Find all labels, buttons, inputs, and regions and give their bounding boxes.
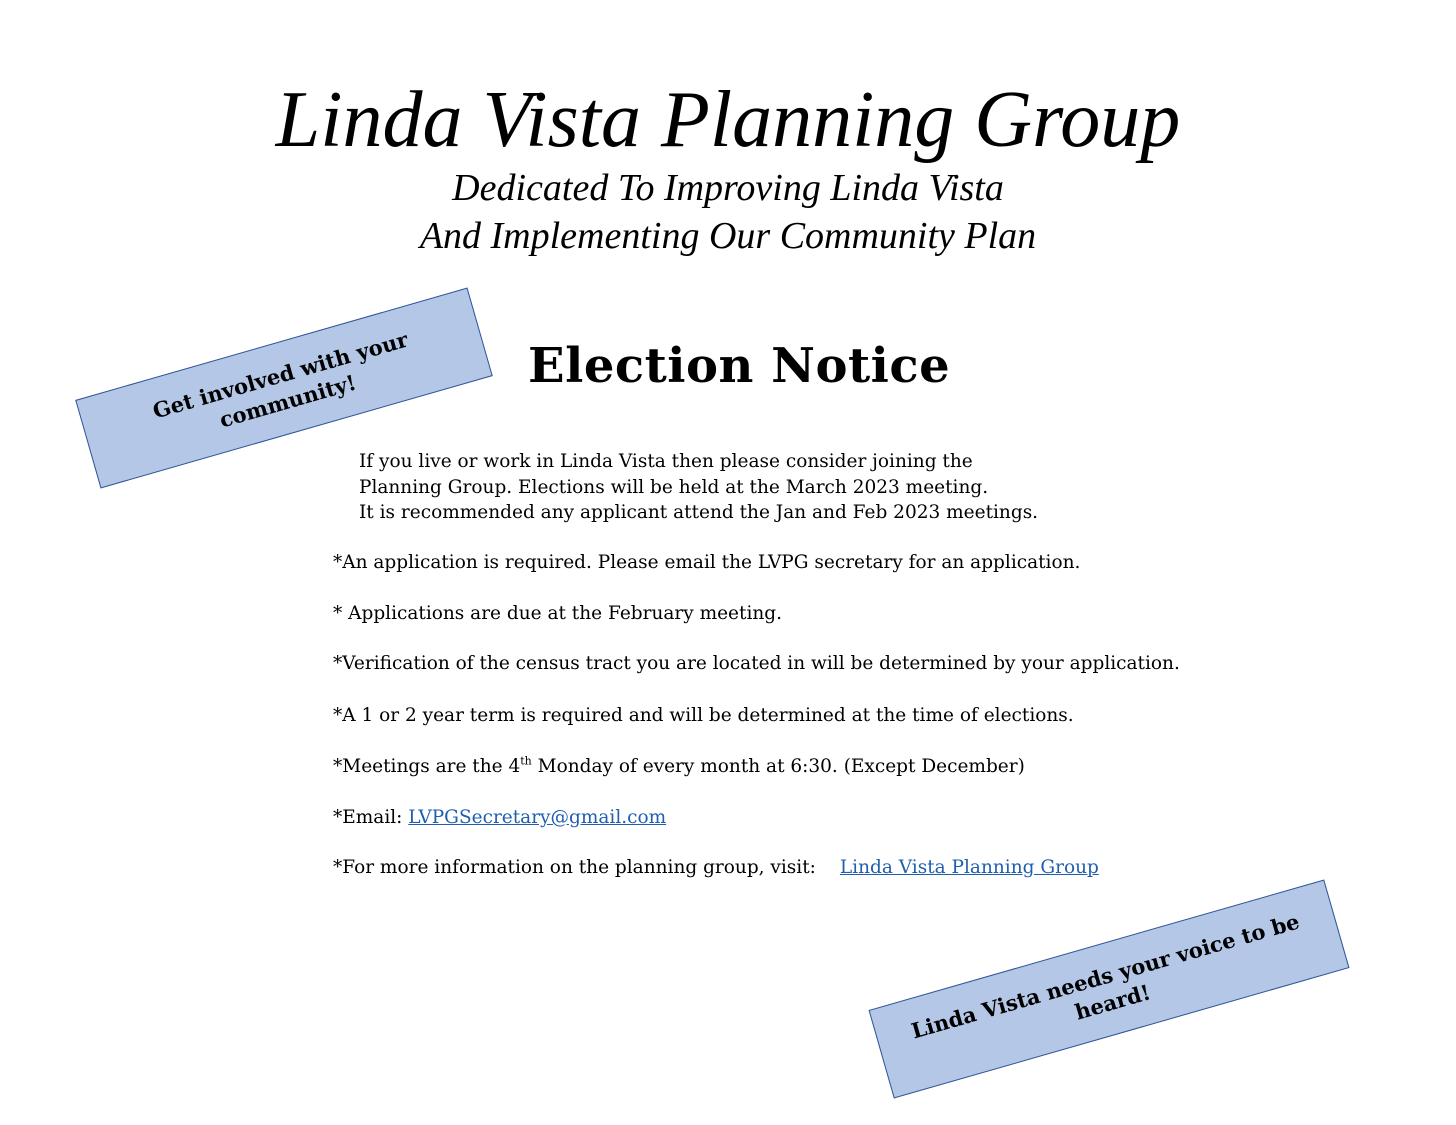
- more-info-label: *For more information on the planning group, visit:: [333, 857, 816, 878]
- email-link[interactable]: LVPGSecretary@gmail.com: [408, 807, 667, 828]
- email-label: *Email:: [333, 807, 409, 828]
- bullet-applications-due: * Applications are due at the February meeting.: [333, 603, 782, 624]
- meetings-suffix: Monday of every month at 6:30. (Except December): [531, 756, 1025, 777]
- page-title: Linda Vista Planning Group: [275, 76, 1181, 164]
- subtitle-line-1: Dedicated To Improving Linda Vista: [452, 167, 1004, 209]
- callout-voice-heard-text: Linda Vista needs your voice to be heard!: [908, 908, 1303, 1044]
- meetings-prefix: *Meetings are the 4: [333, 756, 521, 777]
- callout-voice-heard: [869, 879, 1350, 1098]
- intro-line-2: Planning Group. Elections will be held at the March 2023 meeting.: [359, 476, 989, 498]
- bullet-more-info: [333, 855, 1099, 881]
- bullet-term: *A 1 or 2 year term is required and will be determined at the time of elections.: [333, 705, 1074, 726]
- bullet-email: [333, 805, 666, 831]
- bullet-application-required: *An application is required. Please email the LVPG secretary for an application.: [333, 552, 1081, 573]
- election-notice-heading: Election Notice: [528, 338, 951, 394]
- meetings-ordinal-suffix: th: [520, 754, 532, 768]
- intro-paragraph: [359, 449, 1038, 526]
- callout-get-involved-text: Get involved with your community!: [149, 326, 411, 433]
- subtitle-line-2: And Implementing Our Community Plan: [419, 215, 1037, 257]
- planning-group-link[interactable]: Linda Vista Planning Group: [839, 857, 1099, 878]
- intro-line-3: It is recommended any applicant attend the Jan and Feb 2023 meetings.: [359, 502, 1039, 523]
- bullet-verification: *Verification of the census tract you are located in will be determined by your application.: [333, 653, 1180, 674]
- bullet-meetings: [333, 754, 1025, 780]
- intro-line-1: If you live or work in Linda Vista then please consider joining the: [359, 451, 973, 472]
